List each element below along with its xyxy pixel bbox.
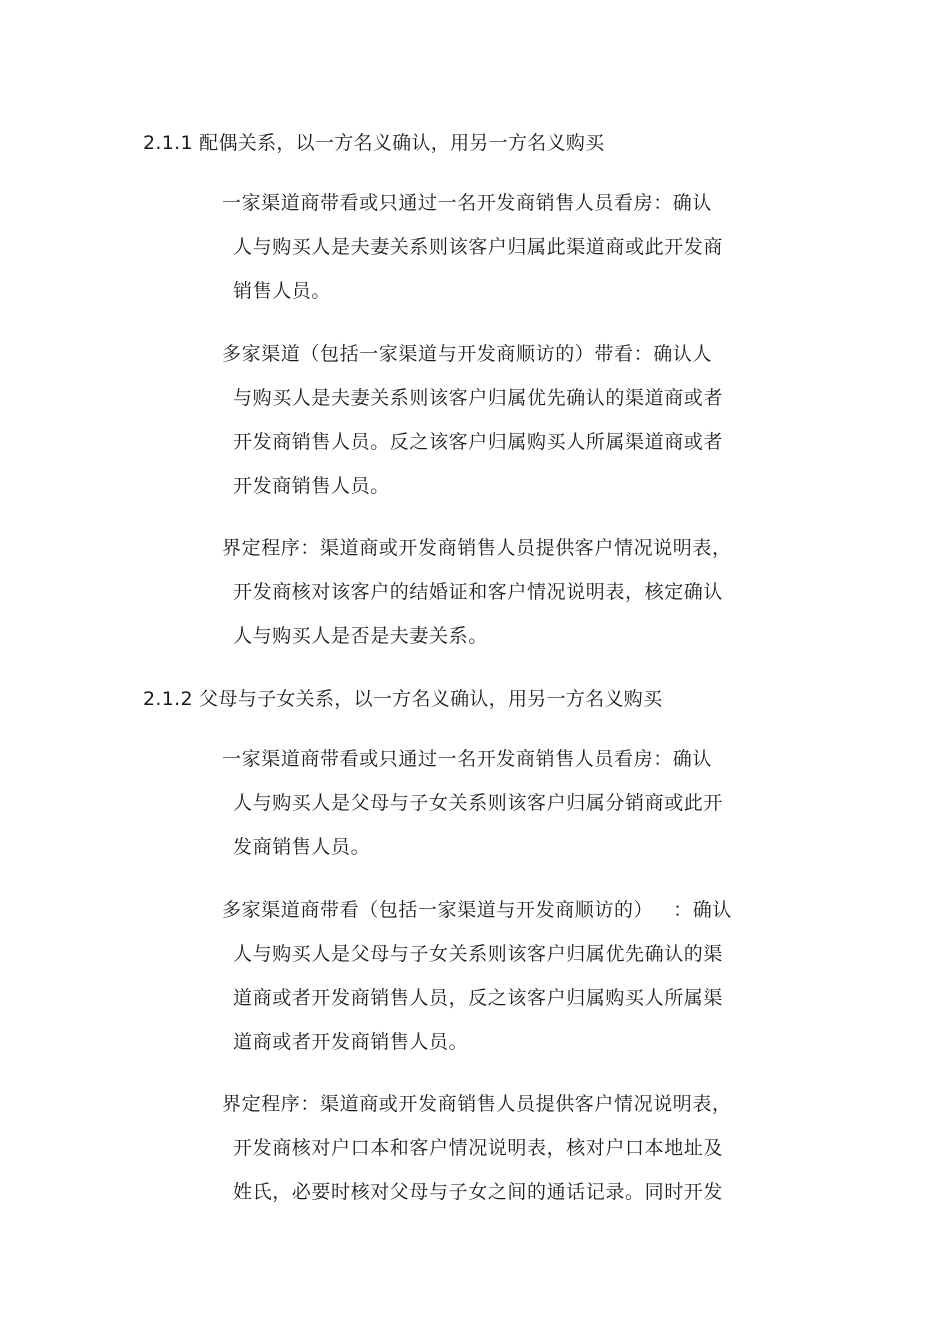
paragraph-line: 道商或者开发商销售人员。 [233,1031,469,1053]
paragraph-line: 人与购买人是否是夫妻关系。 [233,625,488,647]
paragraph-line: 人与购买人是父母与子女关系则该客户归属分销商或此开 [233,792,724,814]
paragraph-2-1-2-multi-channel [222,888,782,1064]
paragraph-line: 销售人员。 [233,280,332,302]
paragraph-line: 发商销售人员。 [233,836,371,858]
paragraph-line: 多家渠道商带看（包括一家渠道与开发商顺访的） ：确认 [222,899,732,921]
paragraph-line: 姓氏，必要时核对父母与子女之间的通话记录。同时开发 [233,1181,724,1203]
section-heading-2-1-1: 2.1.1 配偶关系，以一方名义确认，用另一方名义购买 [143,132,605,154]
paragraph-line: 开发商核对户口本和客户情况说明表，核对户口本地址及 [233,1137,724,1159]
paragraph-line: 界定程序：渠道商或开发商销售人员提供客户情况说明表， [222,1093,732,1115]
paragraph-2-1-2-single-channel [222,737,782,869]
paragraph-line: 一家渠道商带看或只通过一名开发商销售人员看房：确认 [222,748,713,770]
paragraph-line: 开发商销售人员。 [233,475,390,497]
paragraph-line: 界定程序：渠道商或开发商销售人员提供客户情况说明表， [222,537,732,559]
paragraph-2-1-1-procedure [222,526,782,658]
paragraph-line: 一家渠道商带看或只通过一名开发商销售人员看房：确认 [222,192,713,214]
paragraph-line: 与购买人是夫妻关系则该客户归属优先确认的渠道商或者 [233,387,724,409]
paragraph-line: 人与购买人是父母与子女关系则该客户归属优先确认的渠 [233,943,724,965]
paragraph-line: 道商或者开发商销售人员，反之该客户归属购买人所属渠 [233,987,724,1009]
paragraph-line: 人与购买人是夫妻关系则该客户归属此渠道商或此开发商 [233,236,724,258]
paragraph-line: 多家渠道（包括一家渠道与开发商顺访的）带看：确认人 [222,343,713,365]
section-heading-2-1-2: 2.1.2 父母与子女关系，以一方名义确认，用另一方名义购买 [143,688,663,710]
paragraph-2-1-1-multi-channel [222,332,782,508]
paragraph-2-1-1-single-channel [222,181,782,313]
paragraph-2-1-2-procedure [222,1082,782,1214]
paragraph-line: 开发商销售人员。反之该客户归属购买人所属渠道商或者 [233,431,724,453]
paragraph-line: 开发商核对该客户的结婚证和客户情况说明表，核定确认 [233,581,724,603]
